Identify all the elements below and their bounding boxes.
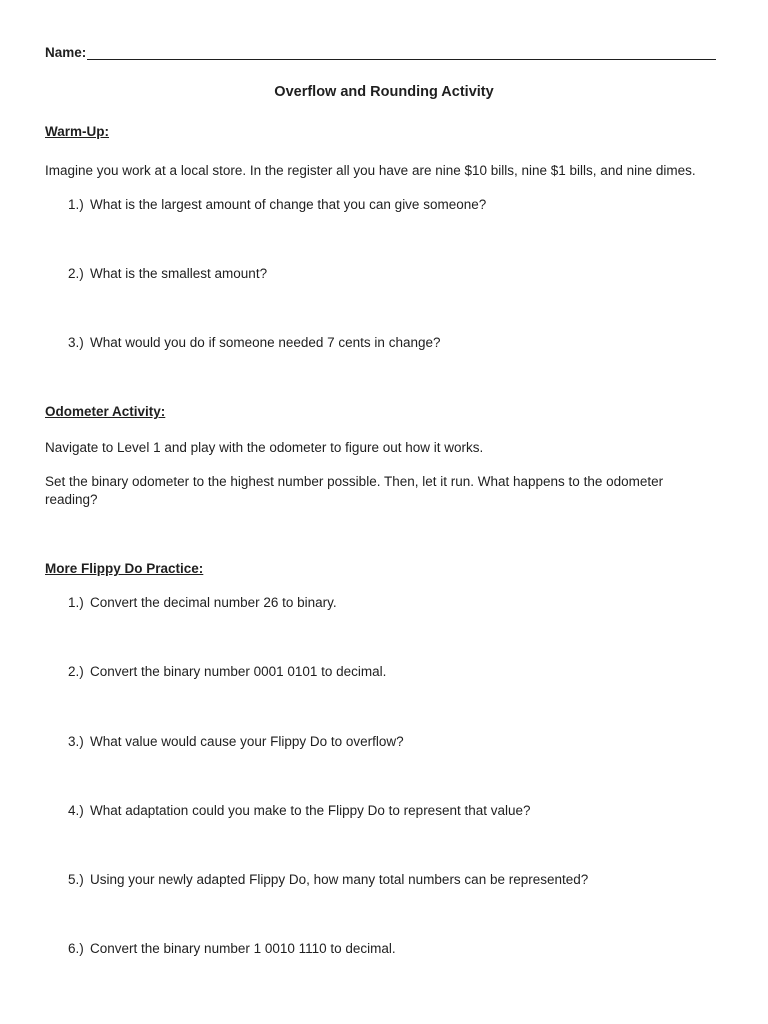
question-text: What is the largest amount of change that you can give someone? — [90, 197, 487, 212]
flippy-question-4 — [68, 802, 531, 820]
warmup-question-3 — [68, 334, 441, 352]
page-title: Overflow and Rounding Activity — [274, 84, 494, 100]
question-number: 3.) — [68, 734, 84, 749]
odometer-heading: Odometer Activity: — [45, 404, 166, 419]
flippy-question-5 — [68, 871, 588, 889]
question-number: 2.) — [68, 266, 84, 281]
flippy-question-1 — [68, 594, 337, 612]
question-text: Convert the binary number 0001 0101 to decimal. — [90, 664, 387, 679]
question-number: 1.) — [68, 197, 84, 212]
question-text: Convert the decimal number 26 to binary. — [90, 595, 337, 610]
warmup-question-1 — [68, 196, 486, 214]
flippy-question-6 — [68, 940, 396, 958]
flippy-question-3 — [68, 733, 404, 751]
odometer-paragraph-1: Navigate to Level 1 and play with the odometer to figure out how it works. — [45, 440, 484, 455]
question-text: What value would cause your Flippy Do to overflow? — [90, 734, 404, 749]
question-number: 4.) — [68, 803, 84, 818]
question-number: 5.) — [68, 872, 84, 887]
flippy-heading: More Flippy Do Practice: — [45, 561, 204, 576]
question-text: What is the smallest amount? — [90, 266, 268, 281]
question-text: What would you do if someone needed 7 cents in change? — [90, 335, 441, 350]
flippy-question-2 — [68, 663, 386, 681]
question-number: 3.) — [68, 335, 84, 350]
name-blank-line[interactable] — [87, 45, 716, 60]
question-text: What adaptation could you make to the Flippy Do to represent that value? — [90, 803, 531, 818]
warmup-question-2 — [68, 265, 267, 283]
question-text: Convert the binary number 1 0010 1110 to decimal. — [90, 941, 396, 956]
question-number: 6.) — [68, 941, 84, 956]
warmup-intro: Imagine you work at a local store. In the register all you have are nine $10 bills, nine $1 bills, and nine dimes. — [45, 163, 696, 178]
name-row — [45, 45, 716, 60]
odometer-paragraph-2: Set the binary odometer to the highest number possible. Then, let it run. What happens to the odometer reading? — [45, 474, 664, 507]
warmup-heading: Warm-Up: — [45, 124, 109, 139]
name-label: Name: — [45, 45, 87, 60]
question-number: 2.) — [68, 664, 84, 679]
worksheet-page — [45, 0, 723, 1024]
question-number: 1.) — [68, 595, 84, 610]
question-text: Using your newly adapted Flippy Do, how many total numbers can be represented? — [90, 872, 589, 887]
